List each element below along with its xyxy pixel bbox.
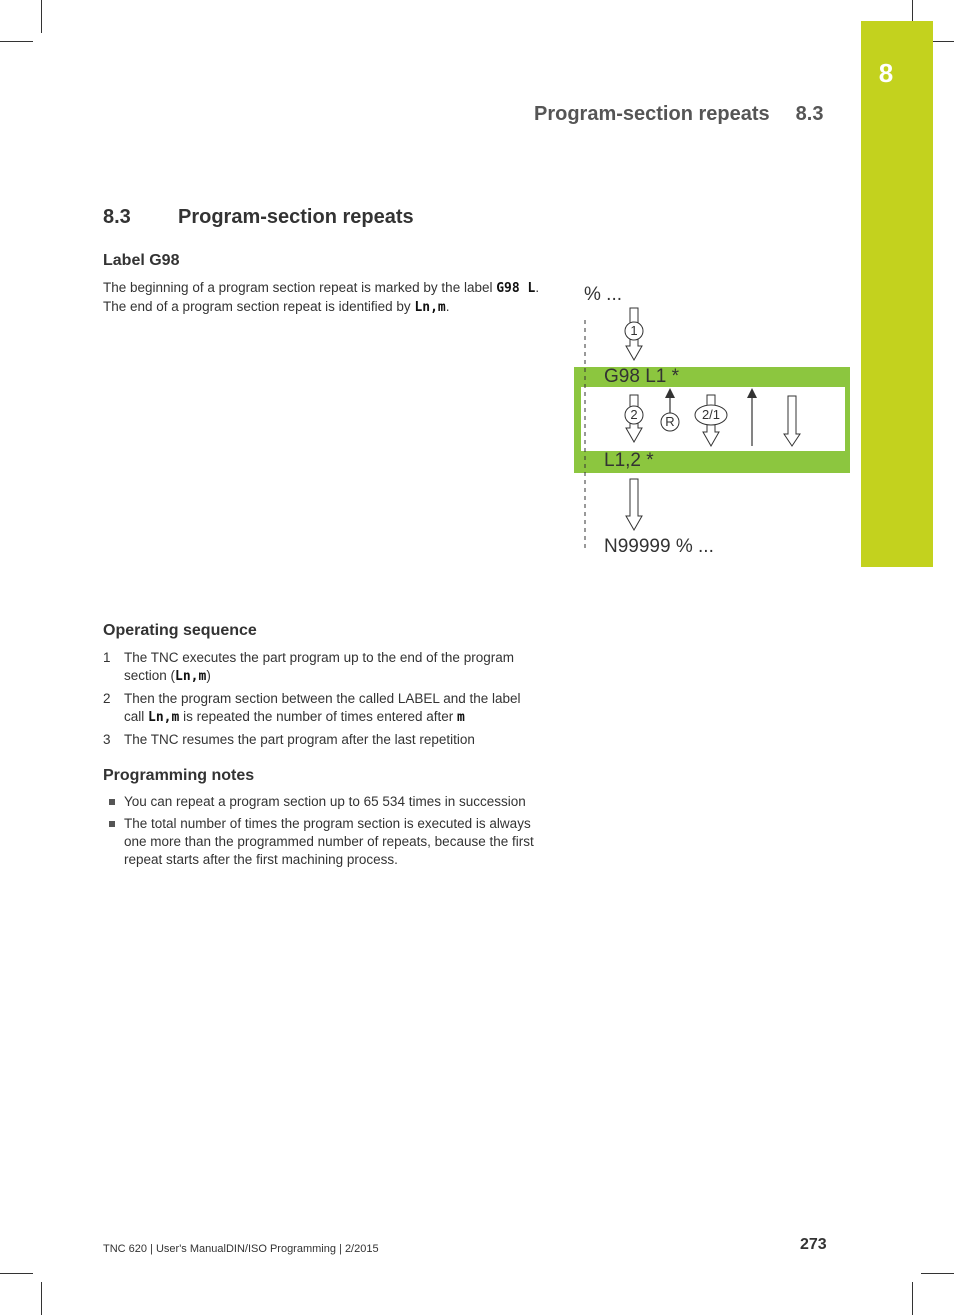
code: Ln,m	[175, 669, 207, 684]
page-number: 273	[800, 1236, 827, 1253]
running-head-title: Program-section repeats	[534, 103, 770, 125]
crop-mark	[912, 1282, 913, 1315]
crop-mark	[41, 1282, 42, 1315]
program-start-label: % ...	[584, 284, 623, 305]
program-end-label: N99999 % ...	[604, 536, 714, 557]
label-g98-paragraph	[103, 279, 543, 317]
running-head	[534, 103, 823, 126]
text: Then the program section between the called LABEL and the label call	[124, 691, 521, 724]
text: The total number of times the program section is executed is always one more than the programmed number of repeats, because the first repeat starts after the first machining process.	[124, 816, 534, 867]
item-number: 2	[103, 691, 111, 706]
heading-operating-sequence: Operating sequence	[103, 622, 257, 639]
item-number: 1	[103, 650, 111, 665]
code: Ln,m	[148, 710, 180, 725]
badge-r: R	[665, 414, 675, 429]
chapter-tab	[861, 21, 933, 567]
text: . The end of a program section repeat is identified by	[103, 280, 540, 314]
footer-document-info: TNC 620 | User's ManualDIN/ISO Programming | 2/2015	[103, 1243, 379, 1255]
text: The beginning of a program section repeat is marked by the label	[103, 280, 497, 295]
bullet-square-icon	[109, 799, 115, 805]
item-number: 3	[103, 732, 111, 747]
running-head-number: 8.3	[795, 103, 824, 125]
arrow-down-exit	[626, 479, 642, 530]
label-call-line: L1,2 *	[604, 450, 654, 471]
badge-1: 1	[630, 323, 638, 338]
crop-mark	[921, 1273, 954, 1274]
list-item	[103, 793, 543, 811]
list-item	[103, 731, 543, 749]
operating-sequence-list	[103, 649, 543, 753]
text: .	[445, 299, 450, 314]
program-section-repeat-diagram	[570, 280, 855, 565]
text: You can repeat a program section up to 65 534 times in succession	[124, 794, 526, 809]
code: m	[456, 710, 465, 725]
section-title-text: Program-section repeats	[178, 206, 414, 228]
heading-programming-notes: Programming notes	[103, 767, 255, 784]
text: )	[206, 668, 211, 683]
text: The TNC resumes the part program after the last repetition	[124, 732, 475, 747]
list-item	[103, 690, 543, 727]
crop-mark	[41, 0, 42, 33]
label-line-g98: G98 L1 *	[604, 366, 679, 387]
code: G98 L	[496, 281, 536, 296]
section-number: 8.3	[103, 206, 131, 228]
text: is repeated the number of times entered after	[179, 709, 457, 724]
crop-mark	[0, 1273, 33, 1274]
crop-mark	[0, 41, 33, 42]
heading-label-g98: Label G98	[103, 252, 180, 269]
list-item	[103, 649, 543, 686]
badge-count: 2/1	[701, 407, 721, 422]
chapter-number: 8	[878, 58, 894, 88]
list-item	[103, 815, 543, 869]
programming-notes-list	[103, 793, 543, 873]
badge-2: 2	[630, 407, 638, 422]
bullet-square-icon	[109, 821, 115, 827]
section-title	[103, 206, 414, 229]
text: The TNC executes the part program up to the end of the program section (	[124, 650, 514, 683]
code: Ln,m	[414, 300, 446, 315]
